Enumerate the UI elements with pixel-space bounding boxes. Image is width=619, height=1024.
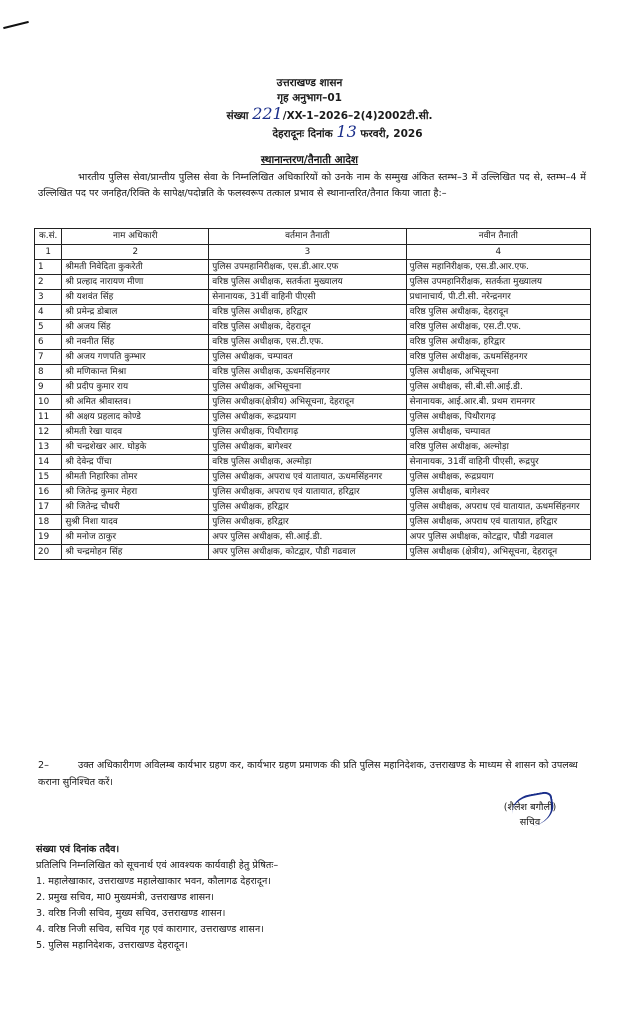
- cell-new-posting: पुलिस अधीक्षक, रूद्रप्रयाग: [406, 470, 590, 485]
- table-row: [35, 275, 591, 290]
- col-num: 2: [62, 245, 209, 260]
- table-row: [35, 350, 591, 365]
- header-new-posting: नवीन तैनाती: [406, 229, 590, 245]
- table-row: [35, 335, 591, 350]
- table-row: [35, 395, 591, 410]
- cell-new-posting: पुलिस महानिरीक्षक, एस.डी.आर.एफ.: [406, 260, 590, 275]
- table-row: [35, 425, 591, 440]
- cell-current-posting: पुलिस अधीक्षक, अभिसूचना: [209, 380, 406, 395]
- cell-sno: 19: [35, 530, 62, 545]
- cell-name: श्री अक्षय प्रहलाद कोण्डे: [62, 410, 209, 425]
- cell-name: श्री अमित श्रीवास्तव।: [62, 395, 209, 410]
- cell-name: श्री मनोज ठाकुर: [62, 530, 209, 545]
- signatory-designation: सचिव: [519, 817, 541, 828]
- cell-new-posting: पुलिस अधीक्षक, अभिसूचना: [406, 365, 590, 380]
- cell-sno: 6: [35, 335, 62, 350]
- cell-name: श्री अजय गणपति कुम्भार: [62, 350, 209, 365]
- cell-name: श्री देवेन्द्र पींचा: [62, 455, 209, 470]
- govt-name: उत्तराखण्ड शासन: [276, 77, 343, 89]
- copy-item: 4. वरिष्ठ निजी सचिव, सचिव गृह एवं कारागार, उत्तराखण्ड शासन।: [36, 924, 264, 935]
- cell-current-posting: पुलिस अधीक्षक, हरिद्वार: [209, 500, 406, 515]
- cell-current-posting: सेनानायक, 31वीं वाहिनी पीएसी: [209, 290, 406, 305]
- header-name: नाम अधिकारी: [62, 229, 209, 245]
- cell-current-posting: पुलिस अधीक्षक, चम्पावत: [209, 350, 406, 365]
- cell-new-posting: पुलिस अधीक्षक, अपराध एवं यातायात, हरिद्वार: [406, 515, 590, 530]
- header-sno: क.सं.: [35, 229, 62, 245]
- cell-sno: 7: [35, 350, 62, 365]
- reference-line: संख्या एवं दिनांक तदैव।: [36, 844, 120, 855]
- cell-sno: 12: [35, 425, 62, 440]
- cell-sno: 3: [35, 290, 62, 305]
- cell-name: श्री यशवंत सिंह: [62, 290, 209, 305]
- cell-current-posting: पुलिस अधीक्षक, बागेश्वर: [209, 440, 406, 455]
- cell-new-posting: पुलिस अधीक्षक, सी.बी.सी.आई.डी.: [406, 380, 590, 395]
- col-num: 3: [209, 245, 406, 260]
- cell-name: श्री चन्द्रशेखर आर. घोड़के: [62, 440, 209, 455]
- table-row: [35, 500, 591, 515]
- copy-item: 1. महालेखाकार, उत्तराखण्ड महालेखाकार भवन, कौलागढ देहरादून।: [36, 876, 271, 887]
- cell-name: श्री जितेन्द्र कुमार मेहरा: [62, 485, 209, 500]
- cell-name: श्रीमती रेखा यादव: [62, 425, 209, 440]
- cell-new-posting: अपर पुलिस अधीक्षक, कोटद्वार, पौडी गढवाल: [406, 530, 590, 545]
- cell-current-posting: पुलिस अधीक्षक, अपराध एवं यातायात, हरिद्वार: [209, 485, 406, 500]
- cell-sno: 14: [35, 455, 62, 470]
- paragraph-text: उक्त अधिकारीगण अविलम्ब कार्यभार ग्रहण कर, कार्यभार ग्रहण प्रमाणक की प्रति पुलिस महानिदेशक, उत्तराखण्ड के माध्यम से शासन को उपलब्ध कराना सुनिश्चित करें।: [38, 760, 578, 788]
- cell-new-posting: वरिष्ठ पुलिस अधीक्षक, ऊधमसिंहनगर: [406, 350, 590, 365]
- table-row: [35, 545, 591, 560]
- cell-current-posting: अपर पुलिस अधीक्षक, कोटद्वार, पौडी गढवाल: [209, 545, 406, 560]
- cell-name: श्री प्रदीप कुमार राय: [62, 380, 209, 395]
- table-row: [35, 365, 591, 380]
- cell-current-posting: पुलिस अधीक्षक, रूद्रप्रयाग: [209, 410, 406, 425]
- section-name: गृह अनुभाग–01: [277, 92, 342, 104]
- table-row: [35, 380, 591, 395]
- cell-new-posting: पुलिस अधीक्षक, चम्पावत: [406, 425, 590, 440]
- table-row: [35, 260, 591, 275]
- cell-name: श्री अजय सिंह: [62, 320, 209, 335]
- cell-new-posting: पुलिस अधीक्षक, बागेश्वर: [406, 485, 590, 500]
- col-num: 4: [406, 245, 590, 260]
- letter-header: [0, 76, 619, 142]
- table-row: [35, 290, 591, 305]
- cell-current-posting: वरिष्ठ पुलिस अधीक्षक, अल्मोड़ा: [209, 455, 406, 470]
- cell-name: श्री प्रल्हाद नारायण मीणा: [62, 275, 209, 290]
- cell-sno: 1: [35, 260, 62, 275]
- paragraph-2: [38, 757, 588, 791]
- cell-new-posting: पुलिस अधीक्षक (क्षेत्रीय), अभिसूचना, देहरादून: [406, 545, 590, 560]
- cell-current-posting: पुलिस अधीक्षक(क्षेत्रीय) अभिसूचना, देहरादून: [209, 395, 406, 410]
- cell-new-posting: वरिष्ठ पुलिस अधीक्षक, देहरादून: [406, 305, 590, 320]
- cell-new-posting: वरिष्ठ पुलिस अधीक्षक, एस.टी.एफ.: [406, 320, 590, 335]
- copy-item: 3. वरिष्ठ निजी सचिव, मुख्य सचिव, उत्तराखण्ड शासन।: [36, 908, 226, 919]
- cell-sno: 13: [35, 440, 62, 455]
- pen-mark: [3, 21, 29, 29]
- cell-sno: 15: [35, 470, 62, 485]
- signatory-name: (शैलेश बगौली): [503, 802, 557, 813]
- cell-sno: 18: [35, 515, 62, 530]
- cell-current-posting: पुलिस अधीक्षक, हरिद्वार: [209, 515, 406, 530]
- cell-current-posting: वरिष्ठ पुलिस अधीक्षक, हरिद्वार: [209, 305, 406, 320]
- order-number: संख्या 221/XX-1–2026–2(4)2002टी.सी.: [226, 104, 433, 123]
- handwritten-order-no: 221: [252, 104, 283, 123]
- copy-list: [36, 842, 596, 954]
- header-current-posting: वर्तमान तैनाती: [209, 229, 406, 245]
- table-row: [35, 470, 591, 485]
- cell-current-posting: वरिष्ठ पुलिस अधीक्षक, ऊधमसिंहनगर: [209, 365, 406, 380]
- cell-sno: 20: [35, 545, 62, 560]
- column-number-row: [35, 245, 591, 260]
- cell-new-posting: वरिष्ठ पुलिस अधीक्षक, अल्मोड़ा: [406, 440, 590, 455]
- cell-current-posting: वरिष्ठ पुलिस अधीक्षक, देहरादून: [209, 320, 406, 335]
- cell-new-posting: सेनानायक, आई.आर.बी. प्रथम रामनगर: [406, 395, 590, 410]
- cell-sno: 16: [35, 485, 62, 500]
- cell-sno: 4: [35, 305, 62, 320]
- cell-name: श्री चन्द्रमोहन सिंह: [62, 545, 209, 560]
- table-row: [35, 305, 591, 320]
- cell-current-posting: वरिष्ठ पुलिस अधीक्षक, सतर्कता मुख्यालय: [209, 275, 406, 290]
- cell-new-posting: पुलिस अधीक्षक, पिथौरागढ़: [406, 410, 590, 425]
- cell-name: श्री मणिकान्त मिश्रा: [62, 365, 209, 380]
- cell-name: सुश्री निशा यादव: [62, 515, 209, 530]
- table-row: [35, 455, 591, 470]
- paragraph-number: 2–: [38, 760, 49, 771]
- cell-sno: 9: [35, 380, 62, 395]
- cell-new-posting: पुलिस उपमहानिरीक्षक, सतर्कता मुख्यालय: [406, 275, 590, 290]
- cell-new-posting: सेनानायक, 31वीं वाहिनी पीएसी, रूद्रपुर: [406, 455, 590, 470]
- table-row: [35, 515, 591, 530]
- copy-intro: प्रतिलिपि निम्नलिखित को सूचनार्थ एवं आवश्यक कार्यवाही हेतु प्रेषितः–: [36, 860, 279, 871]
- cell-sno: 8: [35, 365, 62, 380]
- cell-current-posting: पुलिस अधीक्षक, पिथौरागढ़: [209, 425, 406, 440]
- order-subject: स्थानान्तरण/तैनाती आदेश: [260, 154, 359, 166]
- cell-new-posting: वरिष्ठ पुलिस अधीक्षक, हरिद्वार: [406, 335, 590, 350]
- cell-sno: 17: [35, 500, 62, 515]
- table-header-row: [35, 229, 591, 245]
- transfer-table: [34, 228, 591, 560]
- copy-item: 5. पुलिस महानिदेशक, उत्तराखण्ड देहरादून।: [36, 940, 188, 951]
- table-row: [35, 410, 591, 425]
- order-date: देहरादूनः दिनांक 13 फरवरी, 2026: [272, 122, 423, 141]
- table-row: [35, 440, 591, 455]
- copy-item: 2. प्रमुख सचिव, मा0 मुख्यमंत्री, उत्तराखण्ड शासन।: [36, 892, 215, 903]
- cell-new-posting: पुलिस अधीक्षक, अपराध एवं यातायात, ऊधमसिंहनगर: [406, 500, 590, 515]
- intro-paragraph: भारतीय पुलिस सेवा/प्रान्तीय पुलिस सेवा के निम्नलिखित अधिकारियों को उनके नाम के सम्मुख अंकित स्तम्भ–3 में उल्लिखित पद से, स्तम्भ–4 में उल्लिखित पद पर जनहित/रिक्ति के सापेक्ष/पदोन्नति के फलस्वरूप तत्काल प्रभाव से स्थानान्तरित/तैनात किया जाता है:–: [38, 172, 586, 199]
- cell-name: श्रीमती निहारिका तोमर: [62, 470, 209, 485]
- cell-name: श्री जितेन्द्र चौधरी: [62, 500, 209, 515]
- cell-name: श्री नवनीत सिंह: [62, 335, 209, 350]
- col-num: 1: [35, 245, 62, 260]
- table-row: [35, 530, 591, 545]
- table-body: [35, 260, 591, 560]
- cell-current-posting: पुलिस अधीक्षक, अपराध एवं यातायात, ऊधमसिंहनगर: [209, 470, 406, 485]
- cell-sno: 5: [35, 320, 62, 335]
- cell-sno: 11: [35, 410, 62, 425]
- cell-current-posting: वरिष्ठ पुलिस अधीक्षक, एस.टी.एफ.: [209, 335, 406, 350]
- handwritten-date: 13: [336, 122, 357, 141]
- table-row: [35, 485, 591, 500]
- cell-name: श्रीमती निवेदिता कुकरेती: [62, 260, 209, 275]
- table-row: [35, 320, 591, 335]
- cell-current-posting: पुलिस उपमहानिरीक्षक, एस.डी.आर.एफ: [209, 260, 406, 275]
- cell-new-posting: प्रधानाचार्य, पी.टी.सी. नरेन्द्रनगर: [406, 290, 590, 305]
- cell-sno: 10: [35, 395, 62, 410]
- cell-name: श्री प्रमेन्द्र डोबाल: [62, 305, 209, 320]
- cell-sno: 2: [35, 275, 62, 290]
- cell-current-posting: अपर पुलिस अधीक्षक, सी.आई.डी.: [209, 530, 406, 545]
- signature-block: [470, 800, 590, 830]
